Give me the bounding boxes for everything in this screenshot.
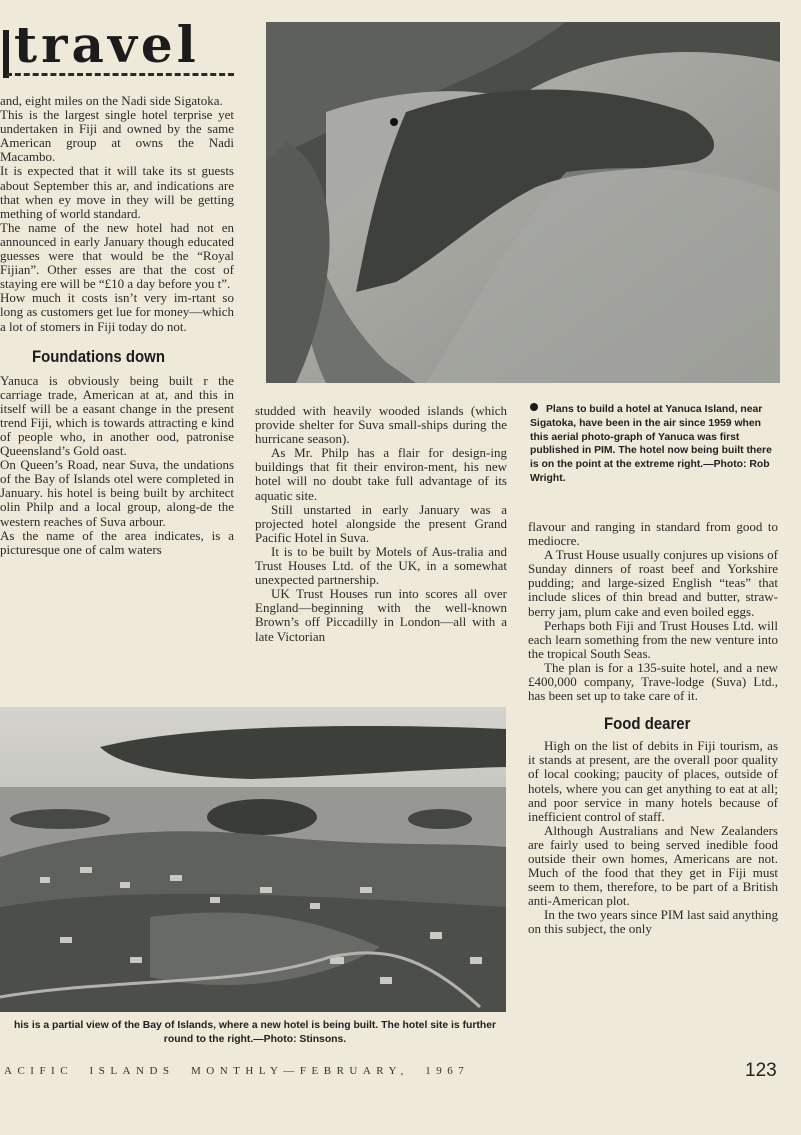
right-paragraph: A Trust House usually conjures up visions of Sunday dinners of roast beef and Yorkshire pudding; and large-sized English “teas” that include slices of thin bread and butter, straw-berry jam, plum cake and even boiled eggs.	[528, 547, 778, 619]
middle-paragraph: Still unstarted in early January was a projected hotel alongside the present Grand Pacific Hotel in Suva.	[255, 501, 507, 545]
bay-photo-caption: his is a partial view of the Bay of Islands, where a new hotel is being built. The hotel site is further round to the right.—Photo: Stinsons.	[13, 1020, 497, 1045]
page-footer	[0, 1062, 801, 1084]
page-number: 123	[745, 1060, 777, 1081]
left-paragraph: This is the largest single hotel terprise yet undertaken in Fiji and owned by the same American group at owns the Nadi Macambo.	[0, 107, 234, 165]
right-paragraph: Although Australians and New Zealanders are fairly used to being served inedible food outside their own homes, Americans are not. Much of the food that they get in Fiji must seem to them, therefore, to be part of a British anti-American plot.	[528, 822, 778, 909]
yanuca-photo-image	[266, 22, 780, 383]
yanuca-caption-text: Plans to build a hotel at Yanuca Island, near Sigatoka, have been in the air since 1959 when this aerial photo-graph of Yanuca was first published in PIM. The hotel now being built there is on the point at the extreme right.—Photo: Rob Wright.	[530, 404, 772, 484]
heading-rule	[6, 73, 234, 76]
left-paragraph: On Queen’s Road, near Suva, the undations of the Bay of Islands otel were completed in January. his hotel is being built by architect olin Philp and a local group, along-de the western reaches of Suva arbour.	[0, 457, 234, 529]
bullet-icon	[530, 403, 538, 411]
middle-paragraph: It is to be built by Motels of Aus-tralia and Trust Houses Ltd. of the UK, in a somewhat unexpected partnership.	[255, 543, 507, 588]
publication-line: ACIFIC ISLANDS MONTHLY—FEBRUARY, 1967	[4, 1065, 470, 1077]
middle-column	[255, 404, 507, 644]
left-paragraph: The name of the new hotel had not en announced in early January though educated guesses were that would be the “Royal Fijian”. Other esses are that the cost of staying ere will be “£10 a day before you t”.	[0, 219, 234, 292]
right-paragraph: High on the list of debits in Fiji tourism, as it stands at present, are the overall poor quality of local cooking; paucity of places, outside of hotels, where you can get anything to eat at all; and poor service in many hotels because of inefficient control of staff.	[528, 738, 778, 824]
bay-photo-image	[0, 707, 506, 1012]
section-heading: travel	[14, 15, 200, 74]
middle-paragraph: UK Trust Houses run into scores all over England—beginning with the well-known Brown’s off Piccadilly in London—all with a late Victorian	[255, 586, 507, 644]
right-paragraph: In the two years since PIM last said anything on this subject, the only	[528, 907, 778, 937]
left-paragraph: As the name of the area indicates, is a picturesque one of calm waters	[0, 527, 234, 557]
subhead-foundations-down: Foundations down	[32, 346, 165, 366]
left-paragraph: and, eight miles on the Nadi side Sigatoka.	[0, 93, 223, 108]
left-column	[0, 94, 234, 557]
middle-paragraph: studded with heavily wooded islands (which provide shelter for Suva small-ships during the hurricane season).	[255, 403, 507, 447]
bay-of-islands-photo	[0, 707, 506, 1012]
right-paragraph: Perhaps both Fiji and Trust Houses Ltd. will each learn something from the new venture into the tropical South Seas.	[528, 617, 778, 661]
right-paragraph: flavour and ranging in standard from good to mediocre.	[528, 519, 778, 549]
left-paragraph: How much it costs isn’t very im-rtant so long as customers get lue for money—which a lot of stomers in Fiji today do not.	[0, 290, 234, 334]
right-paragraph: The plan is for a 135-suite hotel, and a new £400,000 company, Trave-lodge (Suva) Ltd., has been set up to take care of it.	[528, 659, 778, 704]
middle-paragraph: As Mr. Philp has a flair for design-ing buildings that fit their environ-ment, his new hotel will no doubt take full advantage of its aquatic site.	[255, 445, 507, 503]
left-paragraph: Yanuca is obviously being built r the carriage trade, American at at, and this in itself will be a easant change in the present trend Fiji, which is towards attracting e kind of people who, in another ood, patronise Queensland’s Gold oast.	[0, 372, 234, 459]
yanuca-photo-caption	[530, 403, 778, 486]
yanuca-aerial-photo	[266, 22, 780, 383]
subhead-food-dearer: Food dearer	[604, 714, 691, 734]
left-paragraph: It is expected that it will take its st guests about September this ar, and indications are that when ey move in they will be getting mething of world standard.	[0, 163, 234, 221]
right-column	[528, 520, 778, 937]
heading-bar	[3, 30, 9, 78]
